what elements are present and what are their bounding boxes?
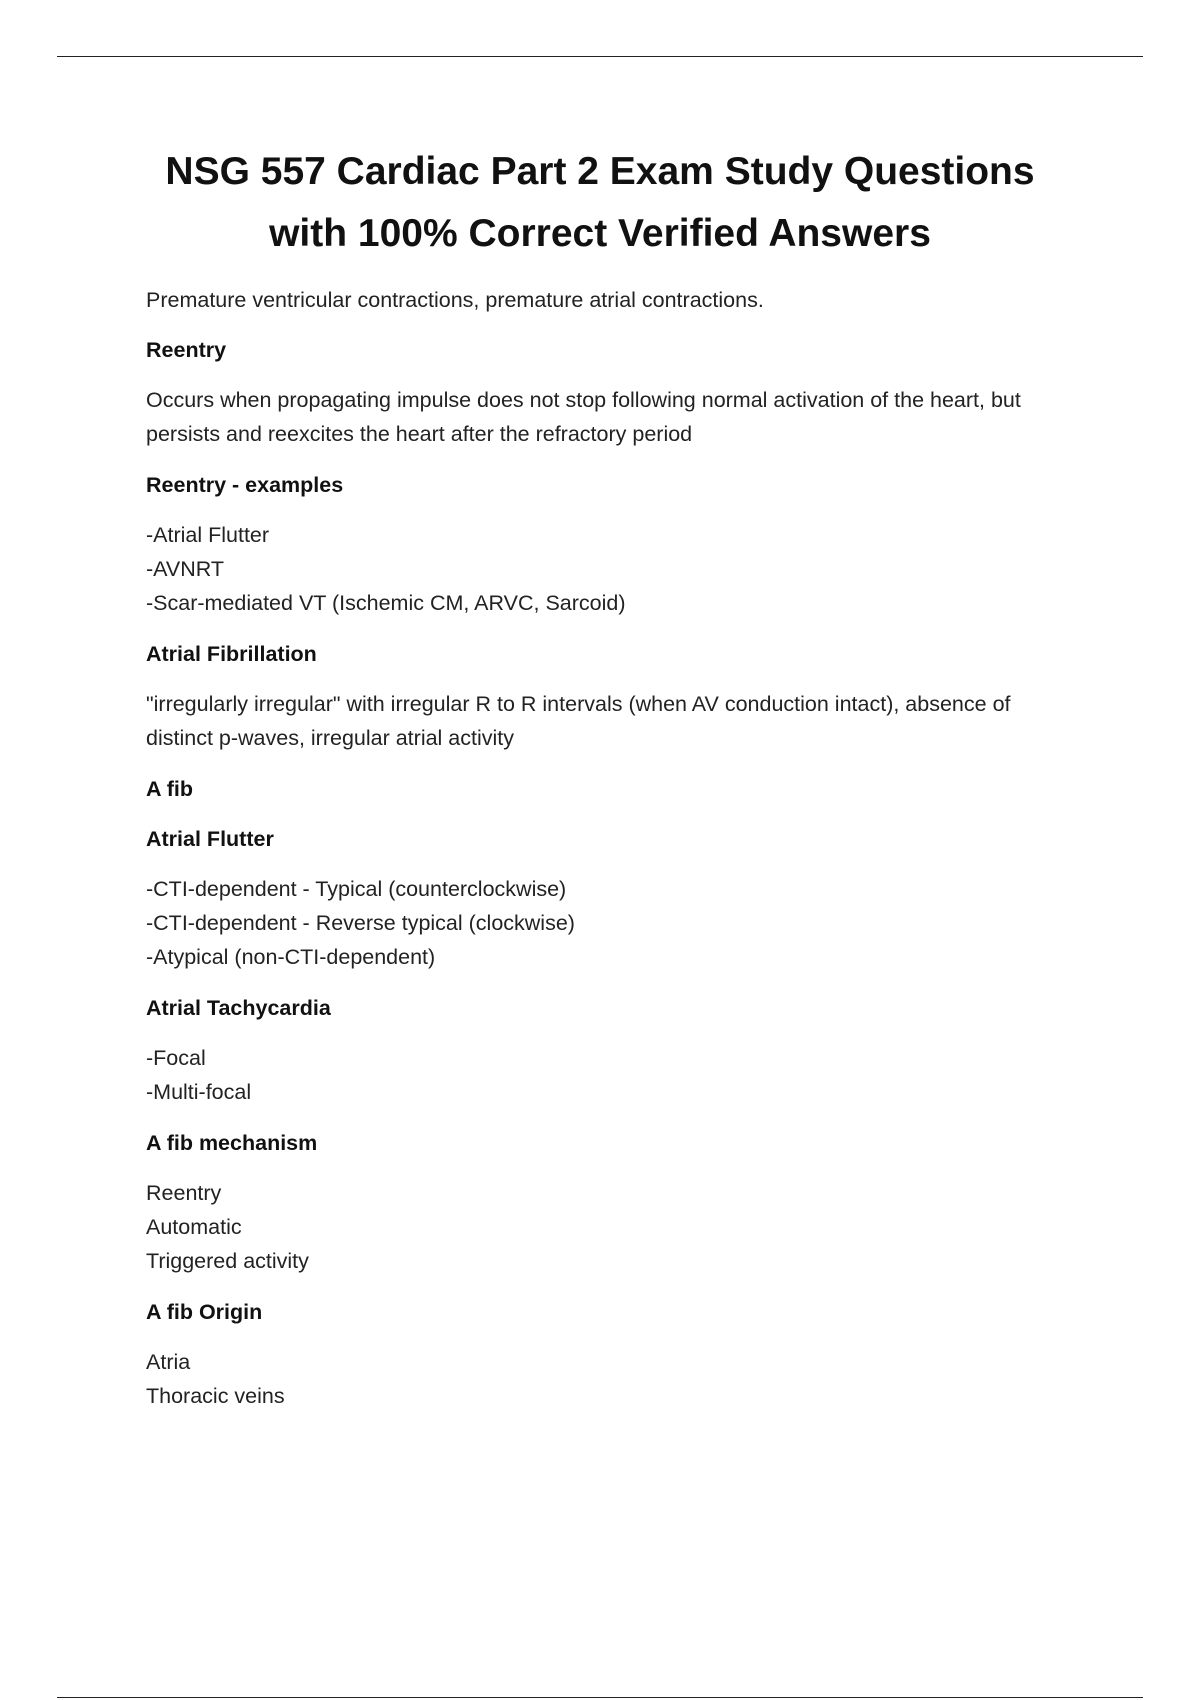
- definition-line: -Multi-focal: [146, 1080, 252, 1104]
- definition-line: -CTI-dependent - Typical (counterclockwise): [146, 877, 567, 901]
- flashcard: [146, 991, 1054, 1109]
- flashcard: [146, 637, 1054, 755]
- card-term: Reentry - examples: [146, 473, 344, 497]
- definition-line: "irregularly irregular" with irregular R to R intervals (when AV conduction intact), absence of distinct p-waves, irregular atrial activity: [146, 692, 1011, 750]
- flashcard: [146, 333, 1054, 451]
- card-term: Atrial Fibrillation: [146, 642, 317, 666]
- definition-line: -Atypical (non-CTI-dependent): [146, 945, 436, 969]
- card-definition: [146, 1176, 1054, 1278]
- definition-line: Thoracic veins: [146, 1384, 285, 1408]
- card-definition: [146, 518, 1054, 620]
- card-term: Atrial Tachycardia: [146, 996, 331, 1020]
- card-definition: [146, 872, 1054, 974]
- card-term: Atrial Flutter: [146, 827, 274, 851]
- definition-line: -CTI-dependent - Reverse typical (clockwise): [146, 911, 575, 935]
- card-definition: [146, 1041, 1054, 1109]
- card-term: A fib Origin: [146, 1300, 263, 1324]
- definition-line: -AVNRT: [146, 557, 225, 581]
- definition-line: Occurs when propagating impulse does not stop following normal activation of the heart, but persists and reexcites the heart after the refractory period: [146, 388, 1021, 446]
- document-body: [146, 283, 1054, 1430]
- flashcard: [146, 772, 1054, 806]
- intro-text: Premature ventricular contractions, premature atrial contractions.: [146, 288, 764, 312]
- definition-line: Automatic: [146, 1215, 242, 1239]
- definition-line: Atria: [146, 1350, 191, 1374]
- title-line: NSG 557 Cardiac Part 2 Exam Study Questions: [165, 150, 1035, 193]
- definition-line: Reentry: [146, 1181, 222, 1205]
- card-definition: [146, 1345, 1054, 1413]
- card-term: A fib mechanism: [146, 1131, 318, 1155]
- title-line: with 100% Correct Verified Answers: [269, 212, 931, 255]
- card-definition: [146, 383, 1054, 451]
- card-definition: [146, 687, 1054, 755]
- flashcard: [146, 1295, 1054, 1413]
- document-title: [120, 141, 1080, 265]
- flashcard: [146, 1126, 1054, 1278]
- flashcard: [146, 822, 1054, 974]
- card-term: A fib: [146, 777, 193, 801]
- card-term: Reentry: [146, 338, 227, 362]
- definition-line: -Scar-mediated VT (Ischemic CM, ARVC, Sarcoid): [146, 591, 626, 615]
- footer-rule: [57, 1697, 1143, 1698]
- definition-line: Triggered activity: [146, 1249, 309, 1273]
- header-rule: [57, 56, 1143, 57]
- definition-line: -Atrial Flutter: [146, 523, 270, 547]
- definition-line: -Focal: [146, 1046, 206, 1070]
- flashcard: [146, 468, 1054, 620]
